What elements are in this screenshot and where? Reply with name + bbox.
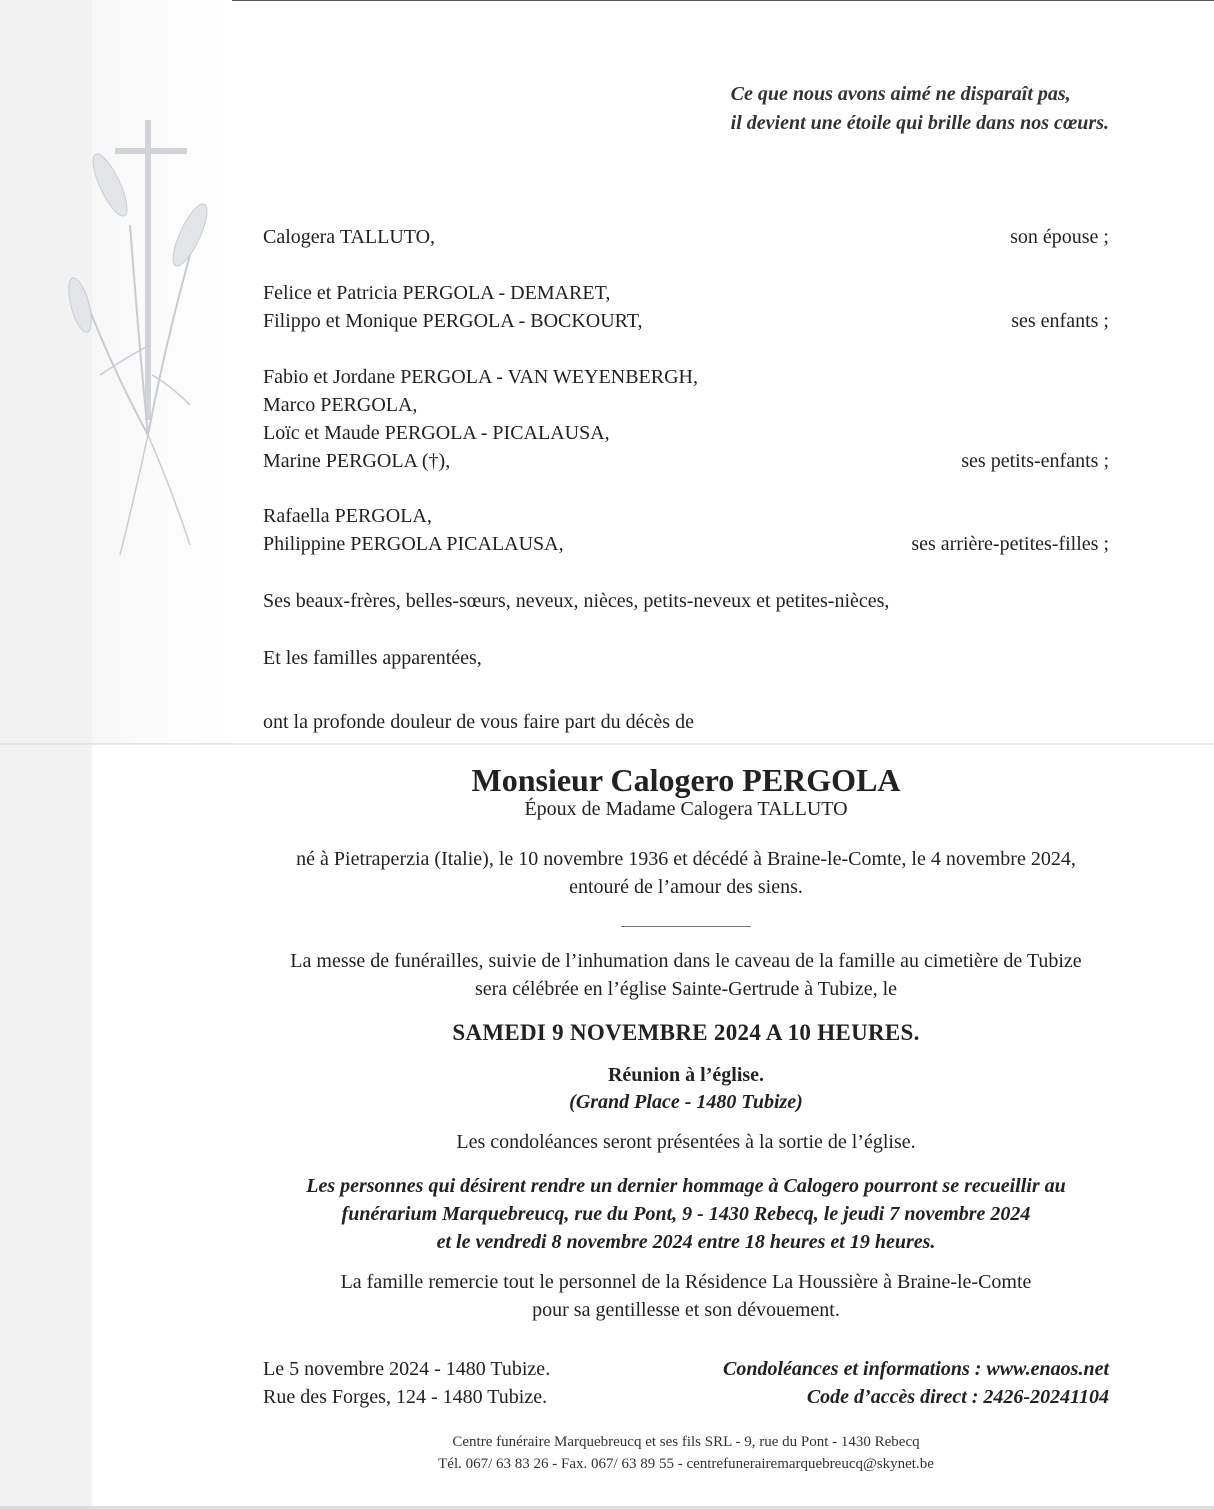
closing-address: Rue des Forges, 124 - 1480 Tubize. <box>263 1386 548 1408</box>
condolences-note: Les condoléances seront présentées à la sortie de l’église. <box>456 1131 916 1153</box>
quote-line-1: Ce que nous avons aimé ne disparaît pas, <box>730 83 1071 105</box>
footer-line-2: Tél. 067/ 63 83 26 - Fax. 067/ 63 89 55 - centrefunerairemarquebreucq@skynet.be <box>438 1456 934 1472</box>
grandchild-name: Marine PERGOLA (†), <box>263 450 451 472</box>
spouse-role: son épouse ; <box>1010 226 1109 248</box>
ceremony-date: SAMEDI 9 NOVEMBRE 2024 A 10 HEURES. <box>452 1020 920 1045</box>
closing-date-place: Le 5 novembre 2024 - 1480 Tubize. <box>263 1358 551 1380</box>
mass-line-2: sera célébrée en l’église Sainte-Gertrude à Tubize, le <box>474 978 898 1000</box>
tribute-line-2: funérarium Marquebreucq, rue du Pont, 9 - 1430 Rebecq, le jeudi 7 novembre 2024 <box>341 1203 1031 1225</box>
condolences-website: Condoléances et informations : www.enaos.net <box>723 1358 1109 1380</box>
grandchild-name: Loïc et Maude PERGOLA - PICALAUSA, <box>263 422 610 444</box>
birth-death-line-1: né à Pietraperzia (Italie), le 10 novembre 1936 et décédé à Braine-le-Comte, le 4 novembre 2024, <box>296 848 1076 870</box>
thanks-line-2: pour sa gentillesse et son dévouement. <box>532 1299 840 1321</box>
grandchild-name: Marco PERGOLA, <box>263 394 418 416</box>
quote-line-2: il devient une étoile qui brille dans nos cœurs. <box>730 112 1109 134</box>
grandchildren-row <box>263 363 1109 475</box>
section-divider <box>621 926 751 927</box>
epigraph-quote <box>731 80 1109 138</box>
grandchildren-role: ses petits-enfants ; <box>961 450 1109 472</box>
cross-horizontal-icon <box>115 148 187 154</box>
mass-line-1: La messe de funérailles, suivie de l’inhumation dans le caveau de la famille au cimetière de Tubize <box>290 950 1082 972</box>
birth-death-line-2: entouré de l’amour des siens. <box>569 876 803 898</box>
great-grandchild-name: Philippine PERGOLA PICALAUSA, <box>263 533 564 555</box>
birth-death-info <box>180 845 1192 901</box>
mass-info <box>180 947 1192 1003</box>
great-grandchildren-role: ses arrière-petites-filles ; <box>911 533 1109 555</box>
funeral-home-footer <box>180 1431 1192 1475</box>
thanks-line-1: La famille remercie tout le personnel de la Résidence La Houssière à Braine-le-Comte <box>340 1271 1032 1293</box>
cross-vertical-icon <box>145 120 151 420</box>
inlaws-line: Ses beaux-frères, belles-sœurs, neveux, nièces, petits-neveux et petites-nièces, <box>263 590 890 612</box>
grandchild-name: Fabio et Jordane PERGOLA - VAN WEYENBERGH, <box>263 366 698 388</box>
child-name: Felice et Patricia PERGOLA - DEMARET, <box>263 282 611 304</box>
meeting-point: Réunion à l’église. <box>607 1064 765 1086</box>
fold-line <box>0 743 1214 745</box>
closing-left <box>263 1355 550 1411</box>
tribute-info <box>180 1172 1192 1256</box>
children-row <box>263 279 1109 335</box>
closing-right <box>723 1355 1109 1411</box>
deceased-name: Monsieur Calogero PERGOLA <box>471 762 901 798</box>
children-role: ses enfants ; <box>1011 310 1109 332</box>
great-grandchildren-row <box>263 502 1109 558</box>
child-name: Filippo et Monique PERGOLA - BOCKOURT, <box>263 310 643 332</box>
relatives-line: Et les familles apparentées, <box>263 647 482 669</box>
footer-line-1: Centre funéraire Marquebreucq et ses fils SRL - 9, rue du Pont - 1430 Rebecq <box>452 1434 920 1450</box>
access-code: Code d’accès direct : 2426-20241104 <box>806 1386 1109 1408</box>
great-grandchild-name: Rafaella PERGOLA, <box>263 505 432 527</box>
announcement-line: ont la profonde douleur de vous faire part du décès de <box>263 711 694 733</box>
cross-wheat-ornament <box>40 105 230 565</box>
tribute-line-3: et le vendredi 8 novembre 2024 entre 18 heures et 19 heures. <box>436 1231 936 1253</box>
spouse-row <box>263 223 1109 251</box>
thanks-note <box>180 1268 1192 1324</box>
spouse-name: Calogera TALLUTO, <box>263 226 436 248</box>
meeting-address: (Grand Place - 1480 Tubize) <box>569 1091 803 1113</box>
deceased-spouse-line: Époux de Madame Calogera TALLUTO <box>524 798 848 820</box>
tribute-line-1: Les personnes qui désirent rendre un dernier hommage à Calogero pourront se recueillir au <box>306 1175 1066 1197</box>
